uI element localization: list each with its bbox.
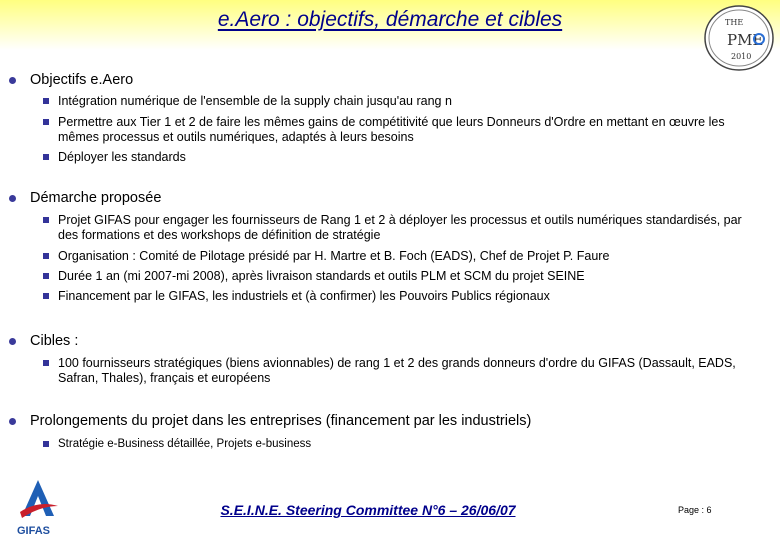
bullet-square-icon <box>43 441 49 447</box>
bullet-dot-icon <box>9 195 16 202</box>
bullet-dot-icon <box>9 338 16 345</box>
svg-text:PME: PME <box>727 31 764 49</box>
list-item: Permettre aux Tier 1 et 2 de faire les mêmes gains de compétitivité que leurs Donneurs d'Ordre en mettant en œuvre les mêmes processus et outils numériques, adaptés à leurs besoins <box>58 115 748 145</box>
list-item: 100 fournisseurs stratégiques (biens avionnables) de rang 1 et 2 des grands donneurs d'ordre du GIFAS (Dassault, EADS, Safran, Thales), français et européens <box>58 356 748 386</box>
bullet-square-icon <box>43 273 49 279</box>
bullet-square-icon <box>43 293 49 299</box>
section-objectifs-heading: Objectifs e.Aero <box>30 72 133 88</box>
bullet-square-icon <box>43 119 49 125</box>
svg-text:2010: 2010 <box>731 52 752 61</box>
bullet-square-icon <box>43 154 49 160</box>
section-demarche-heading: Démarche proposée <box>30 190 161 206</box>
bullet-square-icon <box>43 98 49 104</box>
gifas-logo <box>16 476 61 538</box>
bullet-square-icon <box>43 253 49 259</box>
svg-text:THE: THE <box>725 18 744 27</box>
bullet-square-icon <box>43 360 49 366</box>
list-item: Intégration numérique de l'ensemble de la supply chain jusqu'au rang n <box>58 94 748 109</box>
list-item: Projet GIFAS pour engager les fournisseurs de Rang 1 et 2 à déployer les processus et outils numériques standardisés, par des formations et des workshops de définition de stratégie <box>58 213 748 243</box>
bullet-dot-icon <box>9 418 16 425</box>
section-cibles-heading: Cibles : <box>30 333 78 349</box>
pme-2010-logo <box>703 4 775 72</box>
list-item: Financement par le GIFAS, les industriels et (à confirmer) les Pouvoirs Publics régionaux <box>58 289 748 304</box>
list-item: Durée 1 an (mi 2007-mi 2008), après livraison standards et outils PLM et SCM du projet SEINE <box>58 269 748 284</box>
page-number: Page : 6 <box>678 505 712 515</box>
svg-text:GIFAS: GIFAS <box>17 525 51 537</box>
list-item: Déployer les standards <box>58 150 748 165</box>
list-item: Stratégie e-Business détaillée, Projets e-business <box>58 437 748 452</box>
footer-title: S.E.I.N.E. Steering Committee N°6 – 26/06/07 <box>220 502 516 518</box>
section-prolongements-heading: Prolongements du projet dans les entreprises (financement par les industriels) <box>30 413 531 429</box>
list-item: Organisation : Comité de Pilotage présidé par H. Martre et B. Foch (EADS), Chef de Projet P. Faure <box>58 249 748 264</box>
bullet-dot-icon <box>9 77 16 84</box>
bullet-square-icon <box>43 217 49 223</box>
slide-title: e.Aero : objectifs, démarche et cibles <box>217 8 563 31</box>
